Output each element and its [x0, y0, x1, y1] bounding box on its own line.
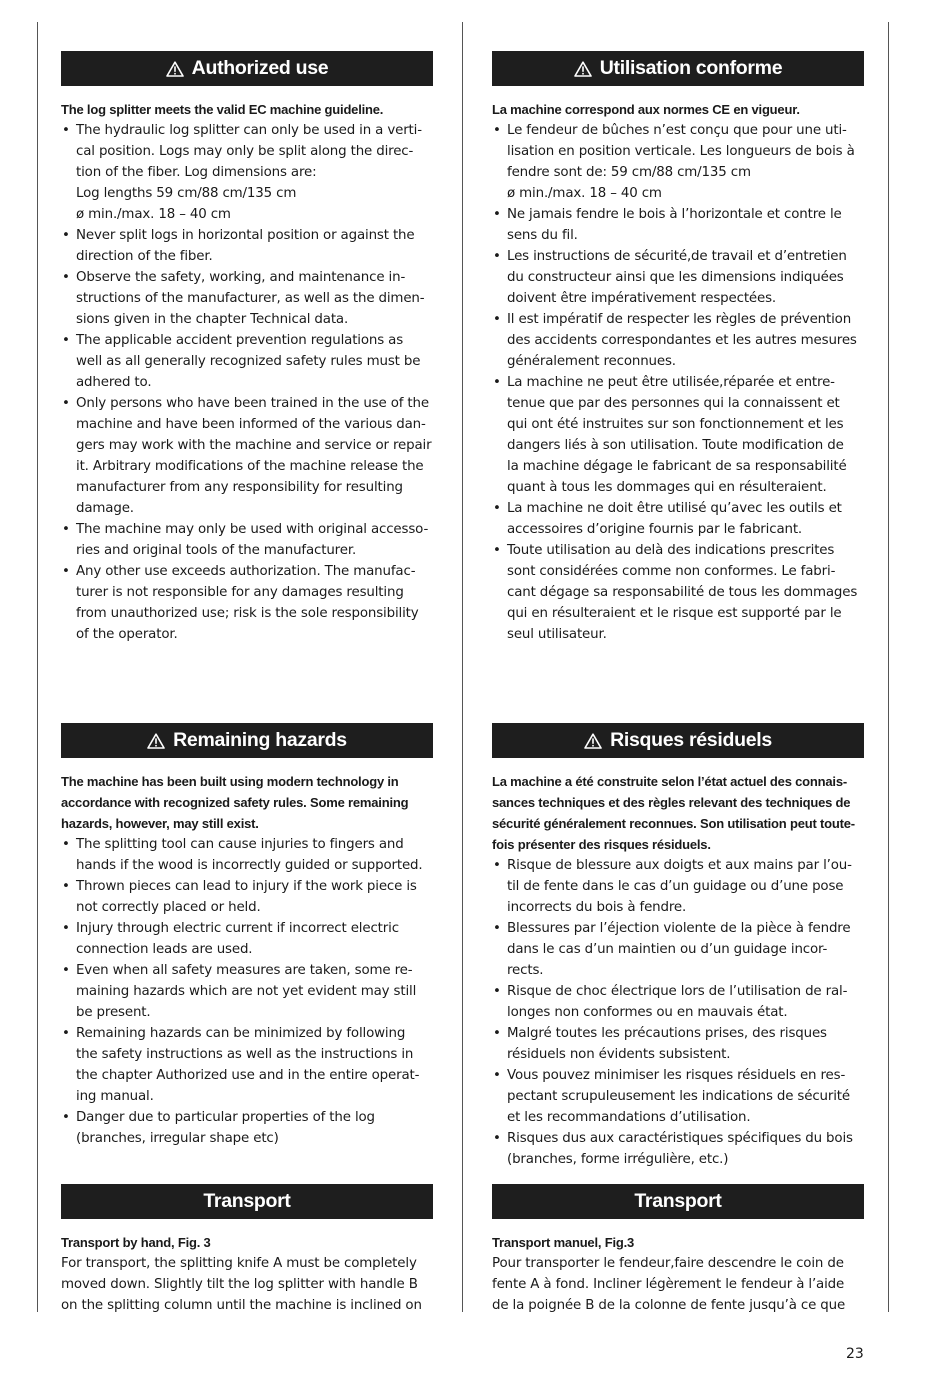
warning-triangle-icon: [584, 733, 602, 749]
bullet-item: • Never split logs in horizontal position or against the direction of the fiber.: [61, 225, 433, 267]
bullet-list: [492, 120, 864, 645]
english-column: [61, 0, 433, 1384]
section-header: [492, 1184, 864, 1219]
bullet-list: [61, 834, 433, 1149]
section-header: [61, 1184, 433, 1219]
utilisation-conforme-section: [492, 51, 864, 645]
bullet-item: • Any other use exceeds authorization. The manufac- turer is not responsible for any damages resulting from unauthorized use; risk is the sole responsibility of the operator.: [61, 561, 433, 645]
bullet-item: • The machine may only be used with original accesso- ries and original tools of the manufacturer.: [61, 519, 433, 561]
section-header: [61, 51, 433, 86]
french-column: [492, 0, 864, 1384]
bullet-item: • Remaining hazards can be minimized by following the safety instructions as well as the instructions in the chapter Authorized use and in the entire operat- ing manual.: [61, 1023, 433, 1107]
bullet-item: • Il est impératif de respecter les règles de prévention des accidents correspondantes et les autres mesures généralement reconnues.: [492, 309, 864, 372]
right-margin-rule: [888, 22, 889, 1312]
bullet-item: • Danger due to particular properties of the log (branches, irregular shape etc): [61, 1107, 433, 1149]
bullet-item: • The applicable accident prevention regulations as well as all generally recognized safety rules must be adhered to.: [61, 330, 433, 393]
bullet-item: • Thrown pieces can lead to injury if the work piece is not correctly placed or held.: [61, 876, 433, 918]
section-title: Authorized use: [191, 57, 329, 79]
warning-triangle-icon: [166, 61, 184, 77]
bullet-item: • Vous pouvez minimiser les risques résiduels en res- pectant scrupuleusement les indications de sécurité et les recommandations d’utilisation.: [492, 1065, 864, 1128]
section-title: Utilisation conforme: [599, 57, 783, 79]
section-intro: La machine a été construite selon l’état actuel des connais- sances techniques et des règles relevant des techniques de sécurité généralement reconnues. Son utilisation peut toute- fois présenter des risques résiduels.: [492, 774, 855, 852]
section-title: Remaining hazards: [173, 729, 347, 751]
bullet-item: • Risques dus aux caractéristiques spécifiques du bois (branches, forme irrégulière, etc.): [492, 1128, 864, 1170]
bullet-list: [492, 855, 864, 1170]
bullet-item: • Ne jamais fendre le bois à l’horizontale et contre le sens du fil.: [492, 204, 864, 246]
bullet-item: • Malgré toutes les précautions prises, des risques résiduels non évidents subsistent.: [492, 1023, 864, 1065]
section-intro: The machine has been built using modern technology in accordance with recognized safety rules. Some remaining hazards, however, may still exist.: [61, 774, 409, 831]
authorized-use-section: [61, 51, 433, 645]
bullet-item: • Risque de blessure aux doigts et aux mains par l’ou- til de fente dans le cas d’un guidage ou d’une pose incorrects du bois à fendre.: [492, 855, 864, 918]
section-paragraph: For transport, the splitting knife A must be completely moved down. Slightly tilt the log splitter with handle B on the splitting column until the machine is inclined on: [61, 1256, 422, 1313]
warning-triangle-icon: [147, 733, 165, 749]
bullet-item: • The hydraulic log splitter can only be used in a verti- cal position. Logs may only be split along the direc- tion of the fiber. Log dimensions are: Log lengths 59 cm/88 cm/135 cm ø min./max. 18 – 40 cm: [61, 120, 433, 225]
bullet-item: • Only persons who have been trained in the use of the machine and have been informed of the various dan- gers may work with the machine and service or repair it. Arbitrary modifications of the machine release the manufacturer from any responsibility for resulting damage.: [61, 393, 433, 519]
bullet-item: • La machine ne doit être utilisé qu’avec les outils et accessoires d’origine fournis par le fabricant.: [492, 498, 864, 540]
bullet-item: • The splitting tool can cause injuries to fingers and hands if the wood is incorrectly guided or supported.: [61, 834, 433, 876]
bullet-item: • Les instructions de sécurité,de travail et d’entretien du constructeur ainsi que les dimensions indiquées doivent être impérativement respectées.: [492, 246, 864, 309]
bullet-item: • Even when all safety measures are taken, some re- maining hazards which are not yet evident may still be present.: [61, 960, 433, 1023]
bullet-item: • Blessures par l’éjection violente de la pièce à fendre dans le cas d’un maintien ou d’un guidage incor- rects.: [492, 918, 864, 981]
transport-section-fr: [492, 1184, 864, 1316]
bullet-item: • Le fendeur de bûches n’est conçu que pour une uti- lisation en position verticale. Les longueurs de bois à fendre sont de: 59 cm/88 cm/135 cm ø min./max. 18 – 40 cm: [492, 120, 864, 204]
bullet-item: • Injury through electric current if incorrect electric connection leads are used.: [61, 918, 433, 960]
section-subtitle: Transport by hand, Fig. 3: [61, 1235, 211, 1250]
section-intro: La machine correspond aux normes CE en vigueur.: [492, 102, 800, 117]
section-header: [492, 51, 864, 86]
risques-residuels-section: [492, 723, 864, 1170]
bullet-item: • Observe the safety, working, and maintenance in- structions of the manufacturer, as well as the dimen- sions given in the chapter Technical data.: [61, 267, 433, 330]
remaining-hazards-section: [61, 723, 433, 1149]
bullet-list: [61, 120, 433, 645]
section-header: [61, 723, 433, 758]
section-title: Transport: [203, 1190, 291, 1212]
section-title: Risques résiduels: [610, 729, 772, 751]
section-title: Transport: [634, 1190, 722, 1212]
left-margin-rule: [37, 22, 38, 1312]
section-intro: The log splitter meets the valid EC machine guideline.: [61, 102, 384, 117]
section-header: [492, 723, 864, 758]
center-column-rule: [462, 22, 463, 1312]
transport-section: [61, 1184, 433, 1316]
page-number: 23: [846, 1346, 864, 1362]
bullet-item: • La machine ne peut être utilisée,réparée et entre- tenue que par des personnes qui la connaissent et qui ont été instruites sur son fonctionnement et les dangers liés à son utilisation. Toute modification de la machine dégage le fabricant de sa responsabilité quant à tous les dommages qui en résulteraient.: [492, 372, 864, 498]
section-paragraph: Pour transporter le fendeur,faire descendre le coin de fente A à fond. Incliner légèrement le fendeur à l’aide de la poignée B de la colonne de fente jusqu’à ce que: [492, 1256, 846, 1313]
section-subtitle: Transport manuel, Fig.3: [492, 1235, 635, 1250]
bullet-item: • Toute utilisation au delà des indications prescrites sont considérées comme non conformes. Le fabri- cant dégage sa responsabilité de tous les dommages qui en résulteraient et le risque est supporté par le seul utilisateur.: [492, 540, 864, 645]
bullet-item: • Risque de choc électrique lors de l’utilisation de ral- longes non conformes ou en mauvais état.: [492, 981, 864, 1023]
warning-triangle-icon: [574, 61, 592, 77]
